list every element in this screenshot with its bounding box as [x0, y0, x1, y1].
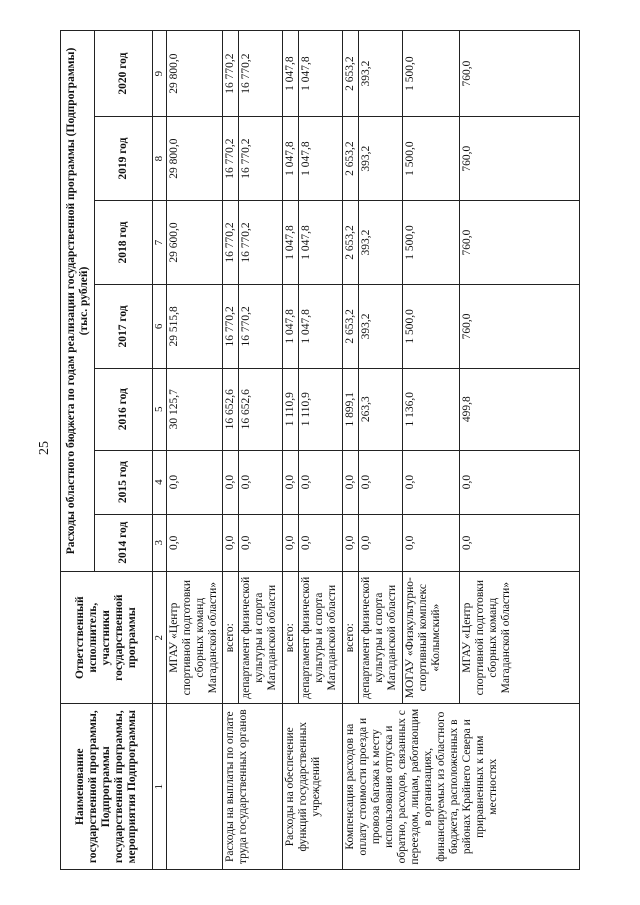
value-cell: 16 652,6 — [239, 368, 283, 450]
total-value: 0,0 — [283, 514, 299, 571]
value-cell: 16 770,2 — [239, 31, 283, 117]
total-value: 2 653,2 — [343, 117, 359, 201]
row-name-empty — [167, 704, 223, 870]
rotated-table-container — [60, 30, 580, 870]
value-cell: 0,0 — [299, 450, 343, 514]
header-year: 2015 год — [95, 450, 153, 514]
measure-name: Компенсация расходов на оплату стоимости проезда и провоза багажа к месту использования отпуска и обратно, расходов, связанных с переездом, лицам, работающим в организациях, финансируемых из областного бюджета, расположенных в районах Крайнего Севера и приравненных к ним местностях — [343, 704, 580, 870]
value-cell: 393,2 — [359, 284, 403, 368]
column-number: 2 — [153, 571, 167, 703]
value-cell: 16 770,2 — [239, 284, 283, 368]
column-number: 1 — [153, 704, 167, 870]
responsible-cell: МГАУ «Центр спортивной подготовки сборных команд Магаданской области» — [167, 571, 223, 703]
value-cell: 0,0 — [239, 514, 283, 571]
page-number: 25 — [37, 441, 52, 455]
value-cell: 0,0 — [359, 514, 403, 571]
total-value: 0,0 — [343, 450, 359, 514]
total-value: 16 770,2 — [223, 284, 239, 368]
value-cell: 760,0 — [460, 201, 580, 285]
value-cell: 393,2 — [359, 31, 403, 117]
header-name: Наименование государственной программы, Подпрограммы государственной программы, мероприятия Подпрограммы — [61, 704, 153, 870]
total-value: 1 110,9 — [283, 368, 299, 450]
column-number: 7 — [153, 201, 167, 285]
header-year: 2019 год — [95, 117, 153, 201]
total-value: 0,0 — [283, 450, 299, 514]
value-cell: 0,0 — [403, 514, 460, 571]
value-cell: 1 047,8 — [299, 31, 343, 117]
value-cell: 0,0 — [239, 450, 283, 514]
responsible-cell: МОГАУ «Физкультурно-спортивный комплекс «Колымский» — [403, 571, 460, 703]
total-value: 16 770,2 — [223, 117, 239, 201]
total-value: 0,0 — [343, 514, 359, 571]
value-cell: 760,0 — [460, 117, 580, 201]
header-year: 2017 год — [95, 284, 153, 368]
value-cell: 30 125,7 — [167, 368, 223, 450]
rotated-sheet — [60, 30, 580, 870]
column-number: 3 — [153, 514, 167, 571]
value-cell: 29 515,8 — [167, 284, 223, 368]
total-value: 1 047,8 — [283, 201, 299, 285]
budget-table — [60, 30, 580, 870]
total-value: 2 653,2 — [343, 31, 359, 117]
value-cell: 0,0 — [167, 450, 223, 514]
total-value: 1 047,8 — [283, 117, 299, 201]
value-cell: 16 770,2 — [239, 201, 283, 285]
value-cell: 393,2 — [359, 201, 403, 285]
value-cell: 1 047,8 — [299, 117, 343, 201]
total-value: 0,0 — [223, 514, 239, 571]
value-cell: 1 500,0 — [403, 284, 460, 368]
value-cell: 1 047,8 — [299, 284, 343, 368]
value-cell: 1 047,8 — [299, 201, 343, 285]
value-cell: 29 800,0 — [167, 117, 223, 201]
total-value: 1 047,8 — [283, 31, 299, 117]
header-year: 2018 год — [95, 201, 153, 285]
value-cell: 760,0 — [460, 284, 580, 368]
value-cell: 0,0 — [299, 514, 343, 571]
responsible-cell: департамент физической культуры и спорта Магаданской области — [239, 571, 283, 703]
header-year: 2016 год — [95, 368, 153, 450]
value-cell: 0,0 — [359, 450, 403, 514]
value-cell: 1 500,0 — [403, 31, 460, 117]
responsible-cell: департамент физической культуры и спорта Магаданской области — [299, 571, 343, 703]
total-value: 2 653,2 — [343, 284, 359, 368]
total-value: 16 652,6 — [223, 368, 239, 450]
total-value: 1 899,1 — [343, 368, 359, 450]
value-cell: 0,0 — [403, 450, 460, 514]
responsible-cell: департамент физической культуры и спорта Магаданской области — [359, 571, 403, 703]
measure-name: Расходы на обеспечение функций государственных учреждений — [283, 704, 343, 870]
header-year: 2014 год — [95, 514, 153, 571]
value-cell: 29 600,0 — [167, 201, 223, 285]
total-value: 0,0 — [223, 450, 239, 514]
total-label: всего: — [283, 571, 299, 703]
value-cell: 263,3 — [359, 368, 403, 450]
value-cell: 760,0 — [460, 31, 580, 117]
total-value: 16 770,2 — [223, 31, 239, 117]
value-cell: 393,2 — [359, 117, 403, 201]
total-label: всего: — [223, 571, 239, 703]
value-cell: 1 500,0 — [403, 117, 460, 201]
value-cell: 0,0 — [167, 514, 223, 571]
total-value: 1 047,8 — [283, 284, 299, 368]
column-number: 5 — [153, 368, 167, 450]
value-cell: 16 770,2 — [239, 117, 283, 201]
value-cell: 1 500,0 — [403, 201, 460, 285]
value-cell: 1 110,9 — [299, 368, 343, 450]
measure-name: Расходы на выплаты по оплате труда государственных органов — [223, 704, 283, 870]
total-label: всего: — [343, 571, 359, 703]
responsible-cell: МГАУ «Центр спортивной подготовки сборных команд Магаданской области» — [460, 571, 580, 703]
value-cell: 499,8 — [460, 368, 580, 450]
total-value: 16 770,2 — [223, 201, 239, 285]
header-expenses-group: Расходы областного бюджета по годам реализации государственной программы (Подпрограммы) (тыс. рублей) — [61, 31, 95, 572]
column-number: 6 — [153, 284, 167, 368]
column-number: 4 — [153, 450, 167, 514]
header-responsible: Ответственный исполнитель, участники государственной программы — [61, 571, 153, 703]
column-number: 9 — [153, 31, 167, 117]
value-cell: 1 136,0 — [403, 368, 460, 450]
value-cell: 29 800,0 — [167, 31, 223, 117]
total-value: 2 653,2 — [343, 201, 359, 285]
value-cell: 0,0 — [460, 514, 580, 571]
value-cell: 0,0 — [460, 450, 580, 514]
header-year: 2020 год — [95, 31, 153, 117]
column-number: 8 — [153, 117, 167, 201]
